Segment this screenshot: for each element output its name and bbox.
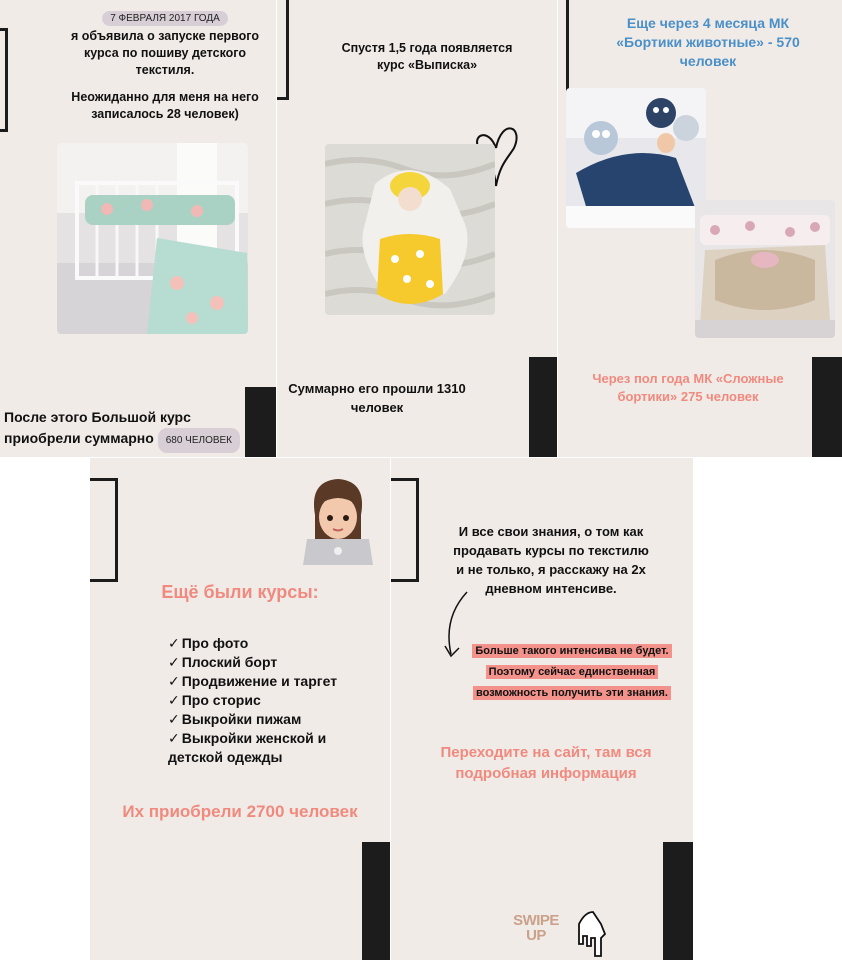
bracket-decor: [566, 0, 586, 98]
list-item: ✓ Плоский борт: [168, 654, 278, 670]
courses-list: [168, 634, 368, 767]
intensive-text: И все свои знания, о том как продавать курсы по текстилю и не только, я расскажу на 2х дневном интенсиве.: [453, 524, 649, 596]
list-item: ✓ Про сторис: [168, 692, 261, 708]
swipe-up-button[interactable]: SWIPE UP: [513, 912, 559, 944]
story-panel-1: [0, 0, 276, 457]
cta-text[interactable]: Переходите на сайт, там вся подробная информация: [440, 744, 652, 782]
side-bar: [362, 842, 390, 960]
highlight-text: Больше такого интенсива не будет. Поэтому сейчас единственная возможность получить эти знания.: [457, 641, 687, 704]
summary-text: После этого Большой курс приобрели суммарно 680 ЧЕЛОВЕК: [4, 407, 244, 453]
date-badge-wrap: [0, 8, 276, 26]
side-bar: [812, 357, 842, 457]
avatar-laptop-icon: [297, 473, 379, 568]
intro-text: я объявила о запуске первого курса по пошиву детского текстиля.: [70, 29, 259, 77]
story-panel-3: [558, 0, 842, 457]
story-panel-5: [391, 458, 693, 960]
list-item: детской одежды: [168, 749, 283, 765]
side-bar: [245, 387, 276, 457]
enroll-text: Неожиданно для меня на него записалось 28 человек): [71, 90, 259, 121]
crib-photo: [57, 143, 248, 334]
list-item: ✓ Выкройки женской и: [168, 730, 327, 746]
bracket-decor: [0, 28, 8, 132]
vypiska-title: Спустя 1,5 года появляется курс «Выписка»: [341, 41, 513, 72]
list-item: ✓ Продвижение и таргет: [168, 673, 338, 689]
date-badge: 7 ФЕВРАЛЯ 2017 ГОДА: [102, 11, 228, 26]
list-item: ✓ Про фото: [168, 635, 249, 651]
side-bar: [663, 842, 693, 960]
bracket-decor: [90, 478, 118, 582]
baby-envelope-photo: [325, 144, 495, 315]
animal-bumpers-photo: [566, 88, 706, 228]
animal-bumpers-title: Еще через 4 месяца МК «Бортики животные» - 570 человек: [616, 15, 800, 69]
list-item: ✓ Выкройки пижам: [168, 711, 302, 727]
story-panel-2: [277, 0, 557, 457]
story-panel-4: [90, 458, 390, 960]
courses-heading: Ещё были курсы:: [161, 582, 319, 602]
bracket-decor: [277, 0, 289, 100]
vypiska-summary: Суммарно его прошли 1310 человек: [288, 381, 466, 415]
pointing-hand-icon: [573, 908, 613, 958]
buyers-total: Их приобрели 2700 человек: [122, 802, 358, 821]
side-bar: [529, 357, 557, 457]
complex-bumpers-photo: [695, 200, 835, 338]
complex-bumpers-text: Через пол года МК «Сложные бортики» 275 человек: [592, 371, 784, 404]
bracket-decor: [391, 478, 419, 582]
count-badge: 680 ЧЕЛОВЕК: [158, 428, 240, 453]
